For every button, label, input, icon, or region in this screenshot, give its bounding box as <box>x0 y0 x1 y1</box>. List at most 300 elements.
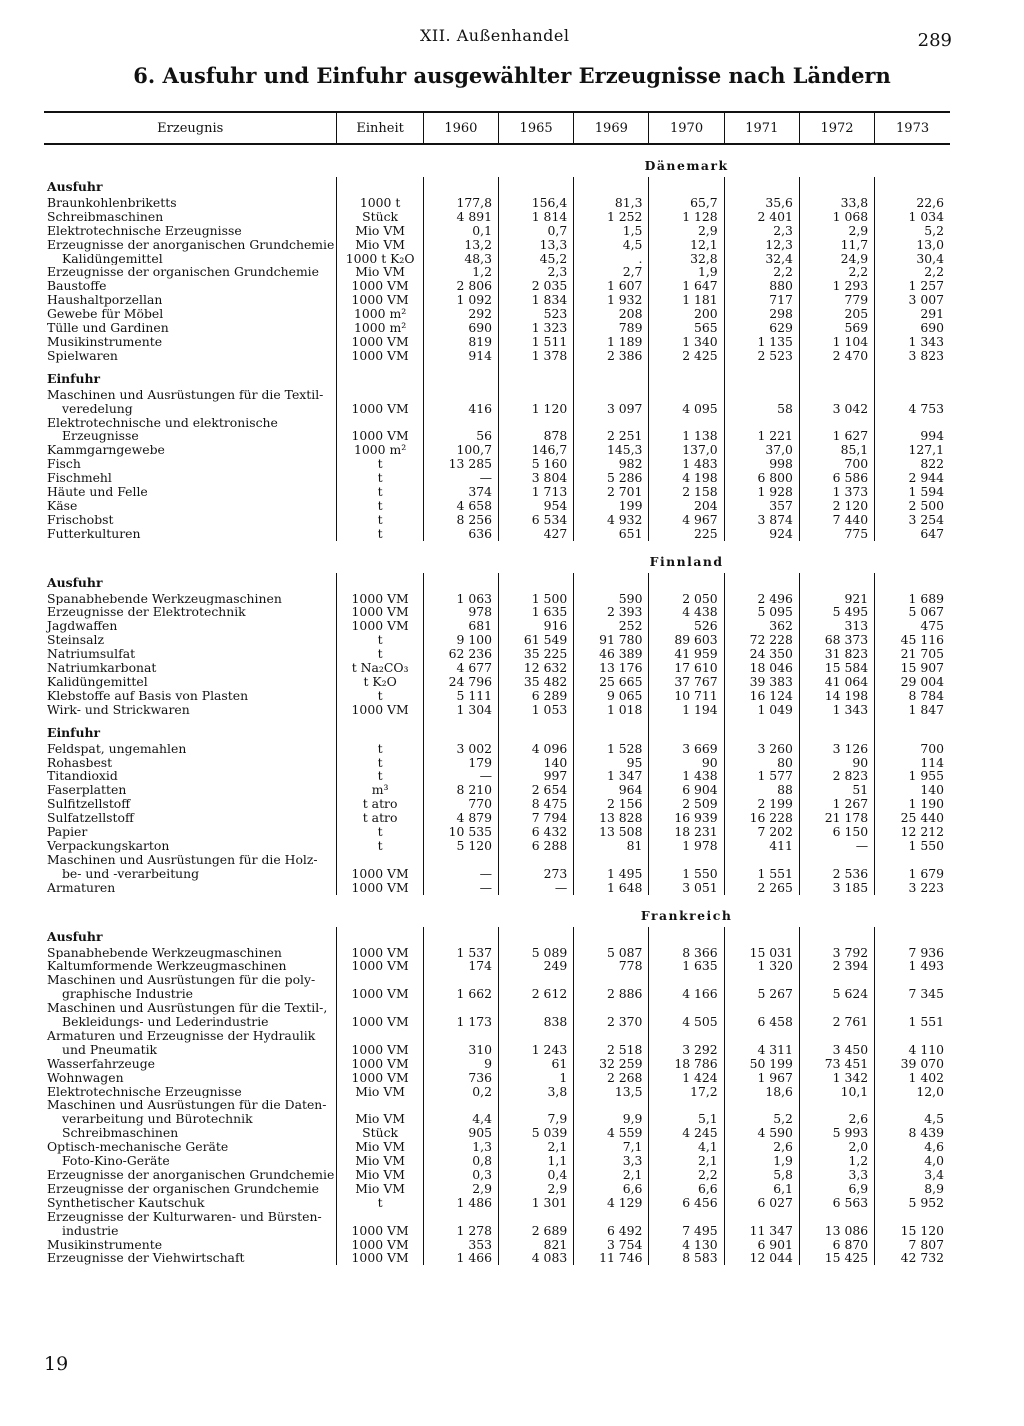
value-cell: 5,1 <box>649 1112 724 1126</box>
product-name: Haushaltporzellan <box>47 293 163 308</box>
unit-cell: 1000 m² <box>337 321 423 335</box>
value-cell: 2 401 <box>724 210 799 224</box>
value-cell: 1 550 <box>875 839 950 853</box>
value-cell: 690 <box>875 321 950 335</box>
value-cell: 90 <box>799 756 874 770</box>
value-cell <box>649 1001 724 1015</box>
value-cell <box>574 416 649 430</box>
value-cell: 2,2 <box>875 265 950 279</box>
value-cell: 42 732 <box>875 1251 950 1265</box>
unit-cell: t <box>337 742 423 756</box>
value-cell: 998 <box>724 457 799 471</box>
unit-cell: t atro <box>337 811 423 825</box>
value-cell: 11 746 <box>574 1251 649 1265</box>
table-row <box>44 1251 950 1265</box>
value-cell: 3 804 <box>498 471 573 485</box>
value-cell: 32,8 <box>649 252 724 266</box>
value-cell: 13 086 <box>799 1224 874 1238</box>
value-cell: 1 967 <box>724 1071 799 1085</box>
product-name: Natriumsulfat <box>47 647 136 662</box>
table-row <box>44 238 950 252</box>
value-cell: 3 754 <box>574 1238 649 1252</box>
value-cell: 5 089 <box>498 946 573 960</box>
spacer-cell <box>337 927 423 946</box>
value-cell: 18 046 <box>724 661 799 675</box>
value-cell: . <box>574 252 649 266</box>
product-name: Elektrotechnische Erzeugnisse <box>47 223 242 238</box>
product-name: Verpackungskarton <box>47 838 170 853</box>
value-cell: 636 <box>423 527 498 541</box>
value-cell: 11,7 <box>799 238 874 252</box>
value-cell: 1 928 <box>724 485 799 499</box>
value-cell: 1 063 <box>423 592 498 606</box>
value-cell: 4 166 <box>649 987 724 1001</box>
unit-cell: 1000 VM <box>337 1015 423 1029</box>
unit-cell: 1000 VM <box>337 592 423 606</box>
value-cell: 1 018 <box>574 703 649 717</box>
value-cell: 4 879 <box>423 811 498 825</box>
value-cell <box>423 973 498 987</box>
table-row <box>44 224 950 238</box>
value-cell: 2 425 <box>649 349 724 363</box>
spacer-cell <box>423 573 498 592</box>
unit-cell: 1000 VM <box>337 1251 423 1265</box>
product-name: Wirk- und Strickwaren <box>47 702 190 717</box>
table-row <box>44 1126 950 1140</box>
unit-cell: Mio VM <box>337 224 423 238</box>
product-name: Kaltumformende Werkzeugmaschinen <box>47 959 287 974</box>
value-cell <box>875 973 950 987</box>
value-cell: 6 458 <box>724 1015 799 1029</box>
value-cell: 1 343 <box>799 703 874 717</box>
value-cell <box>423 1029 498 1043</box>
value-cell: 2,6 <box>799 1112 874 1126</box>
value-cell: 39 070 <box>875 1057 950 1071</box>
flow-heading-row <box>44 177 950 196</box>
value-cell: 4 590 <box>724 1126 799 1140</box>
value-cell: 880 <box>724 279 799 293</box>
value-cell: 2 612 <box>498 987 573 1001</box>
value-cell: 1,3 <box>423 1140 498 1154</box>
table-row <box>44 811 950 825</box>
table-row <box>44 839 950 853</box>
table-row <box>44 825 950 839</box>
value-cell: 205 <box>799 307 874 321</box>
unit-cell <box>337 1210 423 1224</box>
value-cell: 2 120 <box>799 499 874 513</box>
value-cell: 177,8 <box>423 196 498 210</box>
value-cell: 13,5 <box>574 1085 649 1099</box>
product-name: Kalidüngemittel <box>47 675 148 689</box>
table-row <box>44 689 950 703</box>
product-name: Erzeugnisse der Elektrotechnik <box>47 605 246 620</box>
value-cell: 1 402 <box>875 1071 950 1085</box>
product-name: Erzeugnisse der Viehwirtschaft <box>47 1251 245 1266</box>
value-cell <box>724 853 799 867</box>
value-cell: 140 <box>875 783 950 797</box>
table-row <box>44 1238 950 1252</box>
value-cell: — <box>423 471 498 485</box>
value-cell: 924 <box>724 527 799 541</box>
value-cell: 4 311 <box>724 1043 799 1057</box>
product-name: Wasserfahrzeuge <box>47 1056 155 1071</box>
value-cell: 1 932 <box>574 293 649 307</box>
value-cell: 21 178 <box>799 811 874 825</box>
value-cell: 822 <box>875 457 950 471</box>
value-cell: 10 535 <box>423 825 498 839</box>
unit-cell: 1000 t K₂O <box>337 252 423 266</box>
value-cell <box>724 1001 799 1015</box>
value-cell <box>423 853 498 867</box>
unit-cell: 1000 VM <box>337 959 423 973</box>
table-row <box>44 471 950 485</box>
spacer-cell <box>724 927 799 946</box>
table-row <box>44 987 950 1001</box>
value-cell: 12,0 <box>875 1085 950 1099</box>
value-cell: 13 285 <box>423 457 498 471</box>
value-cell: 5,2 <box>875 224 950 238</box>
value-cell: 4,5 <box>875 1112 950 1126</box>
unit-cell: t Na₂CO₃ <box>337 661 423 675</box>
spacer-cell <box>337 369 423 388</box>
table-row <box>44 633 950 647</box>
unit-cell: 1000 VM <box>337 349 423 363</box>
flow-label: Einfuhr <box>47 724 101 740</box>
spacer-cell <box>574 927 649 946</box>
value-cell: 33,8 <box>799 196 874 210</box>
value-cell: 3 669 <box>649 742 724 756</box>
value-cell: 1 978 <box>649 839 724 853</box>
value-cell: 4 245 <box>649 1126 724 1140</box>
value-cell: 2 050 <box>649 592 724 606</box>
value-cell <box>875 1029 950 1043</box>
unit-cell: Mio VM <box>337 1182 423 1196</box>
value-cell: 81 <box>574 839 649 853</box>
table-row <box>44 293 950 307</box>
spacer-cell <box>724 177 799 196</box>
value-cell: 51 <box>799 783 874 797</box>
table-body <box>44 144 950 1265</box>
table-row <box>44 756 950 770</box>
product-name: Sulfatzellstoff <box>47 811 134 826</box>
value-cell: 7 345 <box>875 987 950 1001</box>
value-cell: 1 293 <box>799 279 874 293</box>
column-header-year: 1970 <box>649 112 724 144</box>
value-cell: 2 158 <box>649 485 724 499</box>
value-cell: 5 111 <box>423 689 498 703</box>
spacer-cell <box>799 927 874 946</box>
spacer-cell <box>649 723 724 742</box>
value-cell: 200 <box>649 307 724 321</box>
value-cell: 4,1 <box>649 1140 724 1154</box>
value-cell: 2,9 <box>423 1182 498 1196</box>
product-name: Bekleidungs- und Lederindustrie <box>62 1015 269 1029</box>
unit-cell: Mio VM <box>337 1168 423 1182</box>
unit-cell: 1000 VM <box>337 867 423 881</box>
product-name: Musikinstrumente <box>47 334 163 349</box>
value-cell: 5,2 <box>724 1112 799 1126</box>
value-cell: 13 176 <box>574 661 649 675</box>
value-cell: 0,3 <box>423 1168 498 1182</box>
value-cell: 12,3 <box>724 238 799 252</box>
column-header-year: 1973 <box>875 112 950 144</box>
value-cell: 2,0 <box>799 1140 874 1154</box>
value-cell: 569 <box>799 321 874 335</box>
value-cell: 994 <box>875 429 950 443</box>
value-cell: 1 342 <box>799 1071 874 1085</box>
unit-cell: t <box>337 471 423 485</box>
unit-cell: 1000 VM <box>337 335 423 349</box>
spacer-cell <box>799 369 874 388</box>
value-cell: 80 <box>724 756 799 770</box>
value-cell: 1 466 <box>423 1251 498 1265</box>
value-cell: 13 508 <box>574 825 649 839</box>
unit-cell: Mio VM <box>337 265 423 279</box>
value-cell: 4,0 <box>875 1154 950 1168</box>
value-cell: 3,3 <box>574 1154 649 1168</box>
value-cell: 1 135 <box>724 335 799 349</box>
value-cell: 4,5 <box>574 238 649 252</box>
value-cell: 1 679 <box>875 867 950 881</box>
table-row <box>44 402 950 416</box>
value-cell: 15 425 <box>799 1251 874 1265</box>
value-cell: 1,5 <box>574 224 649 238</box>
value-cell: 6 534 <box>498 513 573 527</box>
value-cell: 127,1 <box>875 443 950 457</box>
value-cell: 10 711 <box>649 689 724 703</box>
value-cell <box>574 388 649 402</box>
spacer-cell <box>724 369 799 388</box>
flow-heading-row <box>44 723 950 742</box>
value-cell: 45 116 <box>875 633 950 647</box>
value-cell: 7 807 <box>875 1238 950 1252</box>
value-cell: 8 784 <box>875 689 950 703</box>
value-cell: 1 128 <box>649 210 724 224</box>
value-cell: 717 <box>724 293 799 307</box>
table-row <box>44 279 950 293</box>
product-name: Erzeugnisse der anorganischen Grundchemie <box>47 237 335 252</box>
value-cell: 3 126 <box>799 742 874 756</box>
value-cell: 3 874 <box>724 513 799 527</box>
value-cell <box>724 388 799 402</box>
value-cell: 7 440 <box>799 513 874 527</box>
spacer-cell <box>423 723 498 742</box>
unit-cell: t K₂O <box>337 675 423 689</box>
value-cell: 2,9 <box>498 1182 573 1196</box>
value-cell <box>423 1098 498 1112</box>
table-row <box>44 210 950 224</box>
table-row <box>44 973 950 987</box>
value-cell: 681 <box>423 619 498 633</box>
table-row <box>44 797 950 811</box>
value-cell <box>875 1001 950 1015</box>
table-row <box>44 647 950 661</box>
value-cell: 982 <box>574 457 649 471</box>
unit-cell: Mio VM <box>337 1154 423 1168</box>
value-cell: 1 378 <box>498 349 573 363</box>
value-cell: 4,4 <box>423 1112 498 1126</box>
value-cell: 1,2 <box>799 1154 874 1168</box>
spacer-cell <box>649 177 724 196</box>
flow-heading-row <box>44 927 950 946</box>
product-name: Käse <box>47 498 78 513</box>
product-name: Natriumkarbonat <box>47 661 157 675</box>
product-name: Feldspat, ungemahlen <box>47 741 187 756</box>
value-cell: 6 150 <box>799 825 874 839</box>
value-cell: 6 904 <box>649 783 724 797</box>
value-cell: 137,0 <box>649 443 724 457</box>
value-cell <box>649 973 724 987</box>
unit-cell <box>337 973 423 987</box>
value-cell: 3 042 <box>799 402 874 416</box>
value-cell <box>649 1029 724 1043</box>
value-cell: 1 104 <box>799 335 874 349</box>
value-cell: 2 394 <box>799 959 874 973</box>
product-name: Fischmehl <box>47 471 112 486</box>
value-cell: 6 563 <box>799 1196 874 1210</box>
value-cell: 146,7 <box>498 443 573 457</box>
value-cell: 0,2 <box>423 1085 498 1099</box>
product-name: Titandioxid <box>47 769 118 784</box>
value-cell: 1 577 <box>724 769 799 783</box>
value-cell <box>574 1029 649 1043</box>
value-cell: 4 083 <box>498 1251 573 1265</box>
product-name: Foto-Kino-Geräte <box>62 1154 170 1168</box>
value-cell <box>799 973 874 987</box>
table-row <box>44 1057 950 1071</box>
value-cell: 838 <box>498 1015 573 1029</box>
unit-cell: Stück <box>337 210 423 224</box>
value-cell: 2 393 <box>574 605 649 619</box>
value-cell: 1 537 <box>423 946 498 960</box>
product-name: Maschinen und Ausrüstungen für die Textil- <box>47 387 324 402</box>
value-cell: 8 439 <box>875 1126 950 1140</box>
country-heading-row <box>44 144 950 177</box>
product-name: Spanabhebende Werkzeugmaschinen <box>47 591 282 606</box>
value-cell: 5 095 <box>724 605 799 619</box>
value-cell: 8 366 <box>649 946 724 960</box>
unit-cell: 1000 VM <box>337 946 423 960</box>
value-cell: 249 <box>498 959 573 973</box>
value-cell: 427 <box>498 527 573 541</box>
table-row <box>44 252 950 266</box>
value-cell: 2 251 <box>574 429 649 443</box>
unit-cell: 1000 VM <box>337 1071 423 1085</box>
spacer-cell <box>498 927 573 946</box>
value-cell: 2 370 <box>574 1015 649 1029</box>
table-title: 6. Ausfuhr und Einfuhr ausgewählter Erzeugnisse nach Ländern <box>133 63 891 88</box>
country-heading: Dänemark <box>644 158 729 174</box>
unit-cell: 1000 VM <box>337 703 423 717</box>
unit-cell: t <box>337 769 423 783</box>
product-name: Papier <box>47 825 88 839</box>
unit-cell: 1000 VM <box>337 881 423 895</box>
value-cell: 4 891 <box>423 210 498 224</box>
value-cell: 4 095 <box>649 402 724 416</box>
value-cell: 779 <box>799 293 874 307</box>
value-cell: 1 528 <box>574 742 649 756</box>
value-cell: 1 486 <box>423 1196 498 1210</box>
product-name: industrie <box>62 1223 119 1238</box>
table-row <box>44 881 950 895</box>
table-row <box>44 769 950 783</box>
value-cell: 12 044 <box>724 1251 799 1265</box>
value-cell: 1 689 <box>875 592 950 606</box>
value-cell: 2 035 <box>498 279 573 293</box>
table-row <box>44 1001 950 1015</box>
product-name: Rohasbest <box>47 755 113 770</box>
value-cell: 7 202 <box>724 825 799 839</box>
spacer-cell <box>337 177 423 196</box>
value-cell: 30,4 <box>875 252 950 266</box>
country-heading-spacer <box>44 144 423 177</box>
value-cell: 88 <box>724 783 799 797</box>
column-header-unit: Einheit <box>337 112 423 144</box>
value-cell: 4 129 <box>574 1196 649 1210</box>
value-cell: 25 665 <box>574 675 649 689</box>
value-cell: 700 <box>875 742 950 756</box>
value-cell: 1 594 <box>875 485 950 499</box>
table-row <box>44 1168 950 1182</box>
value-cell: 13,3 <box>498 238 573 252</box>
value-cell: 916 <box>498 619 573 633</box>
value-cell: 1 278 <box>423 1224 498 1238</box>
value-cell: 39 383 <box>724 675 799 689</box>
value-cell: 2 386 <box>574 349 649 363</box>
table-row <box>44 307 950 321</box>
unit-cell: 1000 VM <box>337 1224 423 1238</box>
value-cell: 1 053 <box>498 703 573 717</box>
value-cell <box>649 416 724 430</box>
unit-cell: 1000 VM <box>337 1057 423 1071</box>
value-cell: 1 189 <box>574 335 649 349</box>
product-name: Kalidüngemittel <box>62 251 163 266</box>
value-cell <box>574 853 649 867</box>
value-cell: 2 944 <box>875 471 950 485</box>
table-row <box>44 429 950 443</box>
value-cell: 2,3 <box>498 265 573 279</box>
unit-cell: t <box>337 756 423 770</box>
value-cell: 18 231 <box>649 825 724 839</box>
value-cell: 3 823 <box>875 349 950 363</box>
value-cell: — <box>423 881 498 895</box>
value-cell: 374 <box>423 485 498 499</box>
value-cell: 475 <box>875 619 950 633</box>
value-cell <box>875 416 950 430</box>
value-cell: — <box>498 881 573 895</box>
value-cell <box>799 416 874 430</box>
product-name: Fisch <box>47 457 81 472</box>
value-cell: 4 658 <box>423 499 498 513</box>
value-cell: 5 286 <box>574 471 649 485</box>
value-cell: 0,7 <box>498 224 573 238</box>
spacer-cell <box>799 573 874 592</box>
column-header-year: 1960 <box>423 112 498 144</box>
value-cell: 18,6 <box>724 1085 799 1099</box>
value-cell <box>423 1001 498 1015</box>
product-name: Elektrotechnische Erzeugnisse <box>47 1084 242 1099</box>
value-cell: — <box>799 839 874 853</box>
table-row <box>44 416 950 430</box>
product-name: Erzeugnisse der organischen Grundchemie <box>47 265 319 280</box>
flow-heading-row <box>44 573 950 592</box>
unit-cell: 1000 VM <box>337 987 423 1001</box>
value-cell: 3 792 <box>799 946 874 960</box>
value-cell: 1 173 <box>423 1015 498 1029</box>
value-cell: 225 <box>649 527 724 541</box>
unit-cell: 1000 m² <box>337 443 423 457</box>
product-name: Erzeugnisse der organischen Grundchemie <box>47 1181 319 1196</box>
